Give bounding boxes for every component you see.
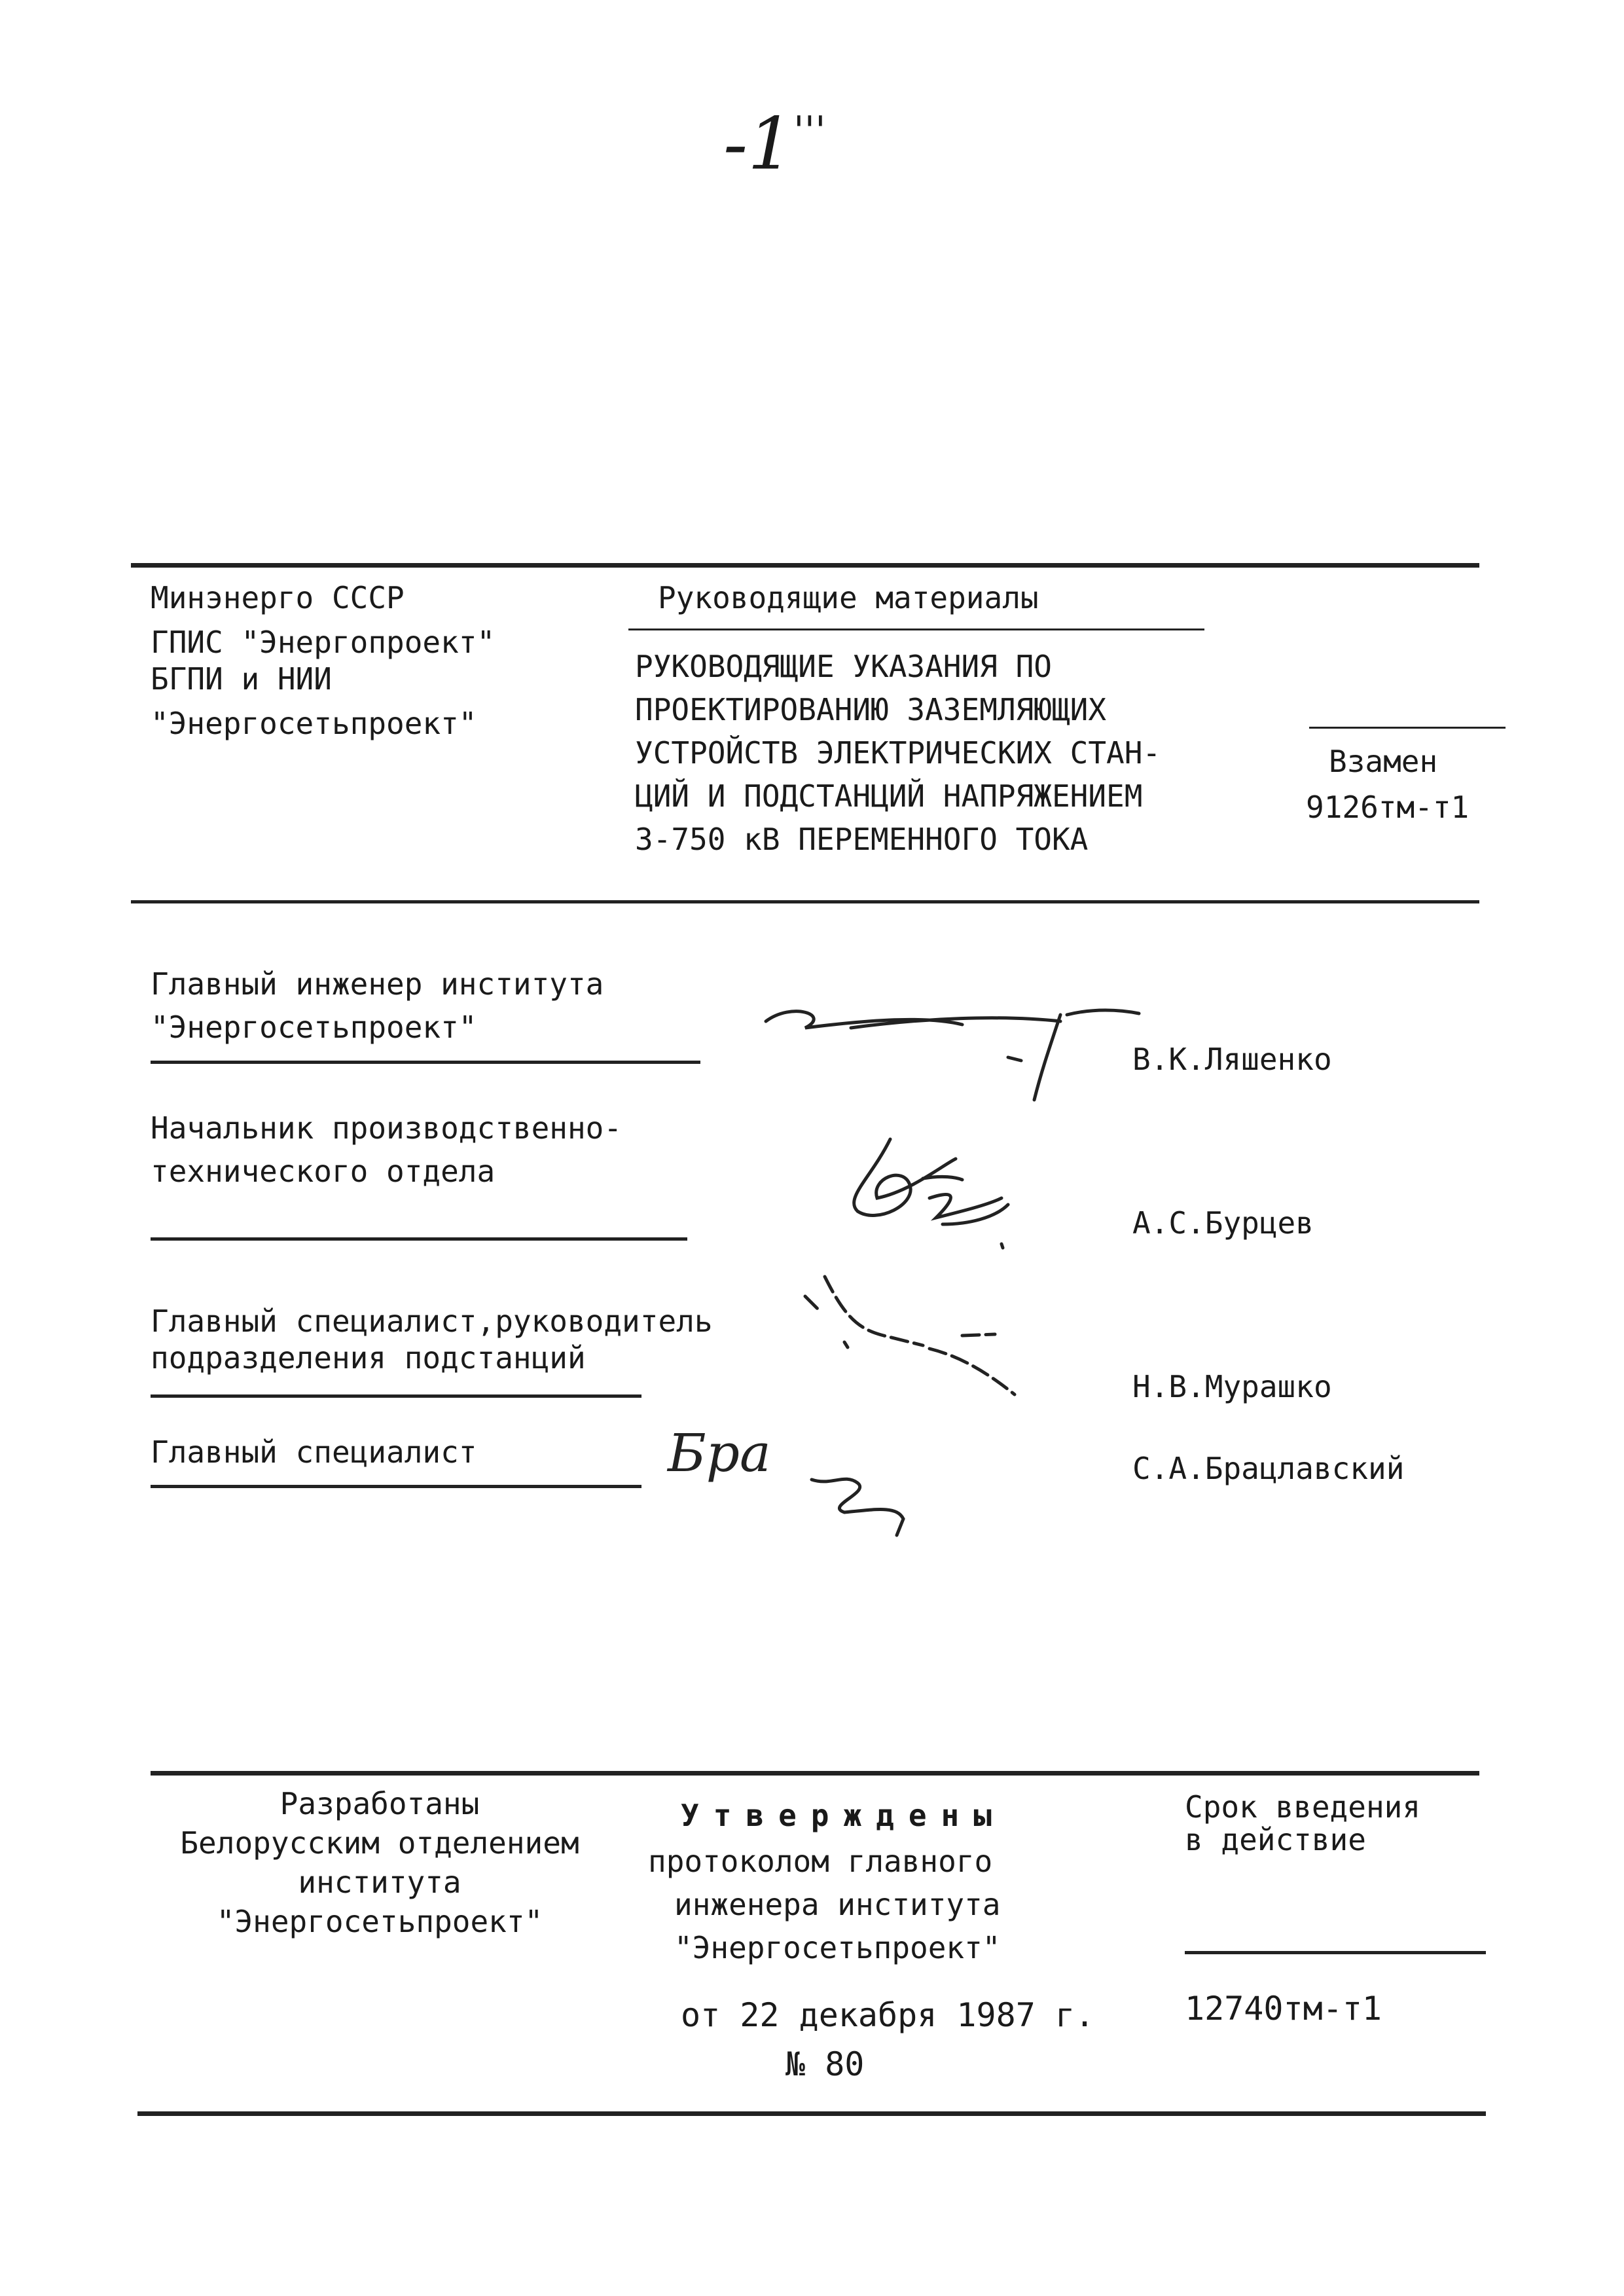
position-line: подразделения подстанций [151,1340,586,1376]
developed-line: Белорусским отделением [180,1825,579,1861]
header-center-text [635,645,1161,861]
effective-rule [1185,1951,1486,1954]
page-number-value: -1 [723,101,794,186]
approved-line: "Энергосетьпроект" [674,1930,1001,1965]
center-title-underline [628,629,1204,630]
signatory-4-position: Главный специалист [151,1434,477,1470]
page-number-mark: ''' [793,108,826,154]
approved-line: протоколом главного [648,1844,993,1879]
center-line: 3-750 кВ ПЕРЕМЕННОГО ТОКА [635,822,1089,857]
signature-bratslavsky-text: Бра [668,1423,771,1484]
developed-line: института [298,1865,461,1900]
header-left-line: ГПИС "Энергопроект" [151,625,496,660]
footer-top-rule [151,1771,1479,1776]
signatory-2-rule [151,1237,687,1241]
signature-bratslavsky [668,1421,771,1486]
signatory-1-position [151,962,604,1049]
header-left-line: Минэнерго СССР [151,580,405,615]
center-line: ПРОЕКТИРОВАНИЮ ЗАЗЕМЛЯЮЩИХ [635,692,1107,727]
header-bottom-rule [131,900,1479,903]
header-left-line: БГПИ и НИИ [151,661,332,697]
signatory-3-rule [151,1394,641,1398]
replaces-label: Взамен [1329,744,1438,779]
footer-effective [1185,1791,1420,1856]
header-right-rule [1309,727,1506,729]
signatory-2-name: А.С.Бурцев [1132,1205,1314,1241]
signature-bratslavsky-tail [805,1467,923,1539]
center-line: УСТРОЙСТВ ЭЛЕКТРИЧЕСКИХ СТАН- [635,735,1161,771]
doc-code: 12740тм-т1 [1185,1990,1382,2028]
effective-line: Срок введения [1185,1789,1421,1825]
footer-developed [151,1784,609,1941]
position-line: Главный инженер института [151,966,604,1002]
footer-bottom-rule [137,2111,1486,2116]
signatory-4-rule [151,1485,641,1488]
signatory-3-name: Н.В.Мурашко [1132,1369,1332,1404]
center-line: ЦИЙ И ПОДСТАНЦИЙ НАПРЯЖЕНИЕМ [635,778,1143,814]
header-left [151,579,495,742]
approved-date: от 22 декабря 1987 г. [681,1996,1095,2034]
position-line: Начальник производственно- [151,1110,623,1146]
approved-line: инженера института [674,1887,1001,1922]
developed-line: "Энергосетьпроект" [216,1904,543,1939]
page-number [723,92,826,186]
replaces-value: 9126тм-т1 [1306,790,1470,825]
center-line: РУКОВОДЯЩИЕ УКАЗАНИЯ ПО [635,649,1052,684]
signatory-2-position [151,1106,622,1193]
header-center-title: Руководящие материалы [658,580,1039,615]
position-line: технического отдела [151,1154,496,1189]
signatory-3-position [151,1303,713,1376]
signatory-1-name: В.К.Ляшенко [1132,1042,1332,1077]
position-line: Главный специалист,руководитель [151,1303,713,1339]
footer-approved [648,1840,1001,1969]
signature-murashko [772,1270,1047,1414]
developed-line: Разработаны [280,1786,480,1821]
header-top-rule [131,563,1479,568]
signatory-1-rule [151,1061,700,1064]
header-left-line: "Энергосетьпроект" [151,706,477,741]
signature-burtsev [831,1126,1028,1257]
effective-line: в действие [1185,1822,1366,1857]
position-line: "Энергосетьпроект" [151,1010,477,1045]
signature-lyashenko [753,995,1146,1113]
approved-title: Утверждены [681,1798,1006,1833]
approved-number: № 80 [785,2045,865,2083]
signatory-4-name: С.А.Брацлавский [1132,1451,1405,1486]
